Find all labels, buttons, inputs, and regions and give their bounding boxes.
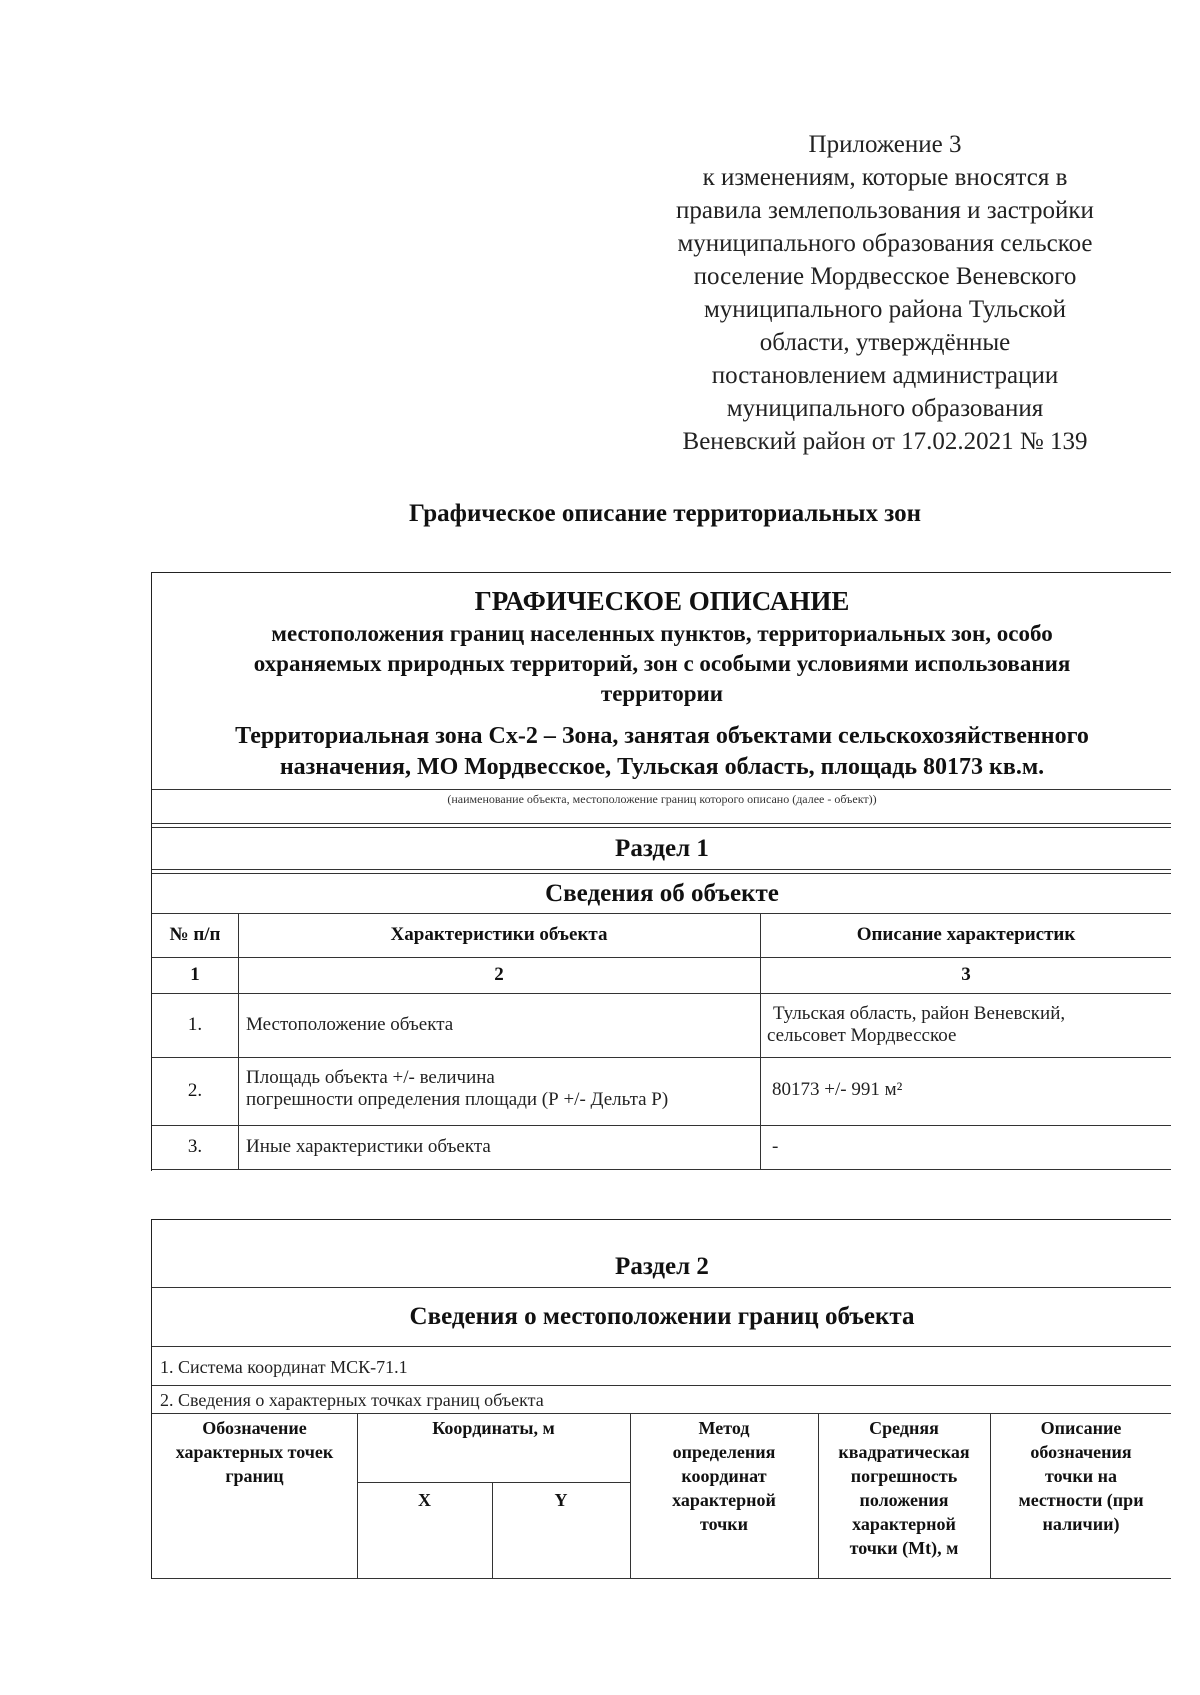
cell-line: 80173 +/- 991 м²: [772, 1079, 903, 1100]
column-number: 2: [494, 964, 504, 985]
row-characteristic: [246, 1067, 756, 1111]
divider: [152, 827, 1171, 828]
document-title: Графическое описание территориальных зон: [408, 500, 922, 527]
cell-line: Тульская область, район Веневский,: [773, 1003, 1066, 1024]
appendix-line: муниципального образования сельское: [677, 230, 1093, 257]
row-number: 2.: [187, 1080, 203, 1101]
row-description: [767, 1003, 1167, 1047]
divider: [152, 873, 1171, 874]
row-description: [772, 1079, 1162, 1101]
column-number: 1: [190, 964, 200, 985]
column-header-characteristic: Характеристики объекта: [390, 924, 608, 945]
divider: [152, 823, 1171, 824]
graphic-description-table: [151, 572, 1171, 1171]
divider: [152, 1385, 1171, 1386]
column-header-coordinates: Координаты, м: [432, 1418, 555, 1438]
subtitle-line: местоположения границ населенных пунктов, территориальных зон, особо: [271, 621, 1053, 646]
appendix-line: к изменениям, которые вносятся в: [702, 164, 1068, 191]
column-divider: [990, 1413, 991, 1579]
coordinate-system: 1. Система координат МСК-71.1: [160, 1357, 408, 1377]
section1-subtitle: Сведения об объекте: [545, 880, 779, 907]
zone-line: Территориальная зона Сх-2 – Зона, занятая объектами сельскохозяйственного: [235, 723, 1089, 749]
column-divider: [818, 1413, 819, 1579]
cell-line: Иные характеристики объекта: [246, 1136, 491, 1157]
row-number: 3.: [187, 1136, 203, 1157]
subtitle-line: охраняемых природных территорий, зон с особыми условиями использования: [253, 651, 1071, 676]
cell-line: сельсовет Мордвесское: [767, 1025, 957, 1046]
points-label: 2. Сведения о характерных точках границ объекта: [160, 1390, 544, 1410]
appendix-line: области, утверждённые: [759, 329, 1011, 356]
appendix-line: правила землепользования и застройки: [676, 197, 1094, 224]
column-header-designation: [152, 1416, 357, 1488]
divider: [152, 1578, 1171, 1579]
header-line: точки: [699, 1514, 749, 1534]
column-divider: [760, 913, 761, 1170]
header-line: Обозначение: [202, 1418, 307, 1438]
column-number: 3: [961, 964, 971, 985]
header-line: координат: [681, 1466, 767, 1486]
appendix-line: поселение Мордвесское Веневского: [693, 263, 1077, 290]
column-header-accuracy: [818, 1416, 990, 1560]
cell-line: Площадь объекта +/- величина: [246, 1067, 495, 1088]
row-characteristic: [246, 1014, 751, 1036]
row-characteristic: [246, 1136, 751, 1158]
header-line: наличии): [1042, 1514, 1120, 1534]
divider: [152, 993, 1171, 994]
column-header-y: Y: [554, 1490, 568, 1510]
graphic-description-title: ГРАФИЧЕСКОЕ ОПИСАНИЕ: [474, 586, 850, 616]
zone-description: [152, 721, 1172, 783]
header-line: точки на: [1045, 1466, 1117, 1486]
column-divider: [357, 1413, 358, 1579]
divider: [152, 1169, 1171, 1170]
divider: [357, 1482, 630, 1483]
header-line: характерной: [672, 1490, 776, 1510]
row-number: 1.: [187, 1014, 203, 1035]
header-line: Средняя: [869, 1418, 939, 1438]
column-header-point-description: [990, 1416, 1172, 1536]
header-line: характерных точек: [175, 1442, 334, 1462]
header-line: Описание: [1040, 1418, 1122, 1438]
header-line: положения: [859, 1490, 949, 1510]
divider: [152, 1413, 1171, 1414]
appendix-note: [650, 128, 1120, 458]
header-line: точки (Mt), м: [849, 1538, 959, 1558]
divider: [152, 1057, 1171, 1058]
appendix-line: муниципального образования: [726, 395, 1044, 422]
header-line: определения: [672, 1442, 776, 1462]
appendix-line: муниципального района Тульской: [703, 296, 1067, 323]
section2-title: Раздел 2: [615, 1253, 709, 1280]
column-header-method: [630, 1416, 818, 1536]
column-divider: [238, 913, 239, 1170]
column-divider: [492, 1482, 493, 1579]
column-header-description: Описание характеристик: [856, 924, 1076, 945]
section1-title: Раздел 1: [615, 835, 709, 862]
divider: [152, 1287, 1171, 1288]
appendix-line: Приложение 3: [808, 131, 962, 158]
header-line: обозначения: [1030, 1442, 1132, 1462]
header-line: границ: [225, 1466, 284, 1486]
object-caption: (наименование объекта, местоположение границ которого описано (далее - объект)): [447, 792, 877, 806]
column-divider: [630, 1413, 631, 1579]
appendix-line: постановлением администрации: [711, 362, 1059, 389]
section2-subtitle: Сведения о местоположении границ объекта: [409, 1303, 915, 1330]
subtitle-line: территории: [600, 681, 724, 706]
column-header-number: № п/п: [169, 924, 221, 945]
row-description: [772, 1136, 1162, 1158]
appendix-line: Веневский район от 17.02.2021 № 139: [682, 428, 1088, 455]
cell-line: Местоположение объекта: [246, 1014, 454, 1035]
section2-table: [151, 1219, 1171, 1579]
column-header-x: X: [418, 1490, 431, 1510]
header-line: квадратическая: [838, 1442, 970, 1462]
divider: [152, 869, 1171, 870]
divider: [152, 1346, 1171, 1347]
header-line: местности (при: [1018, 1490, 1144, 1510]
cell-line: -: [772, 1136, 779, 1157]
graphic-description-subtitle: [152, 619, 1172, 709]
header-line: Метод: [698, 1418, 750, 1438]
zone-line: назначения, МО Мордвесское, Тульская область, площадь 80173 кв.м.: [279, 754, 1045, 780]
cell-line: погрешности определения площади (Р +/- Дельта Р): [246, 1089, 669, 1110]
divider: [152, 789, 1171, 790]
divider: [152, 1125, 1171, 1126]
header-line: погрешность: [850, 1466, 958, 1486]
header-line: характерной: [852, 1514, 956, 1534]
